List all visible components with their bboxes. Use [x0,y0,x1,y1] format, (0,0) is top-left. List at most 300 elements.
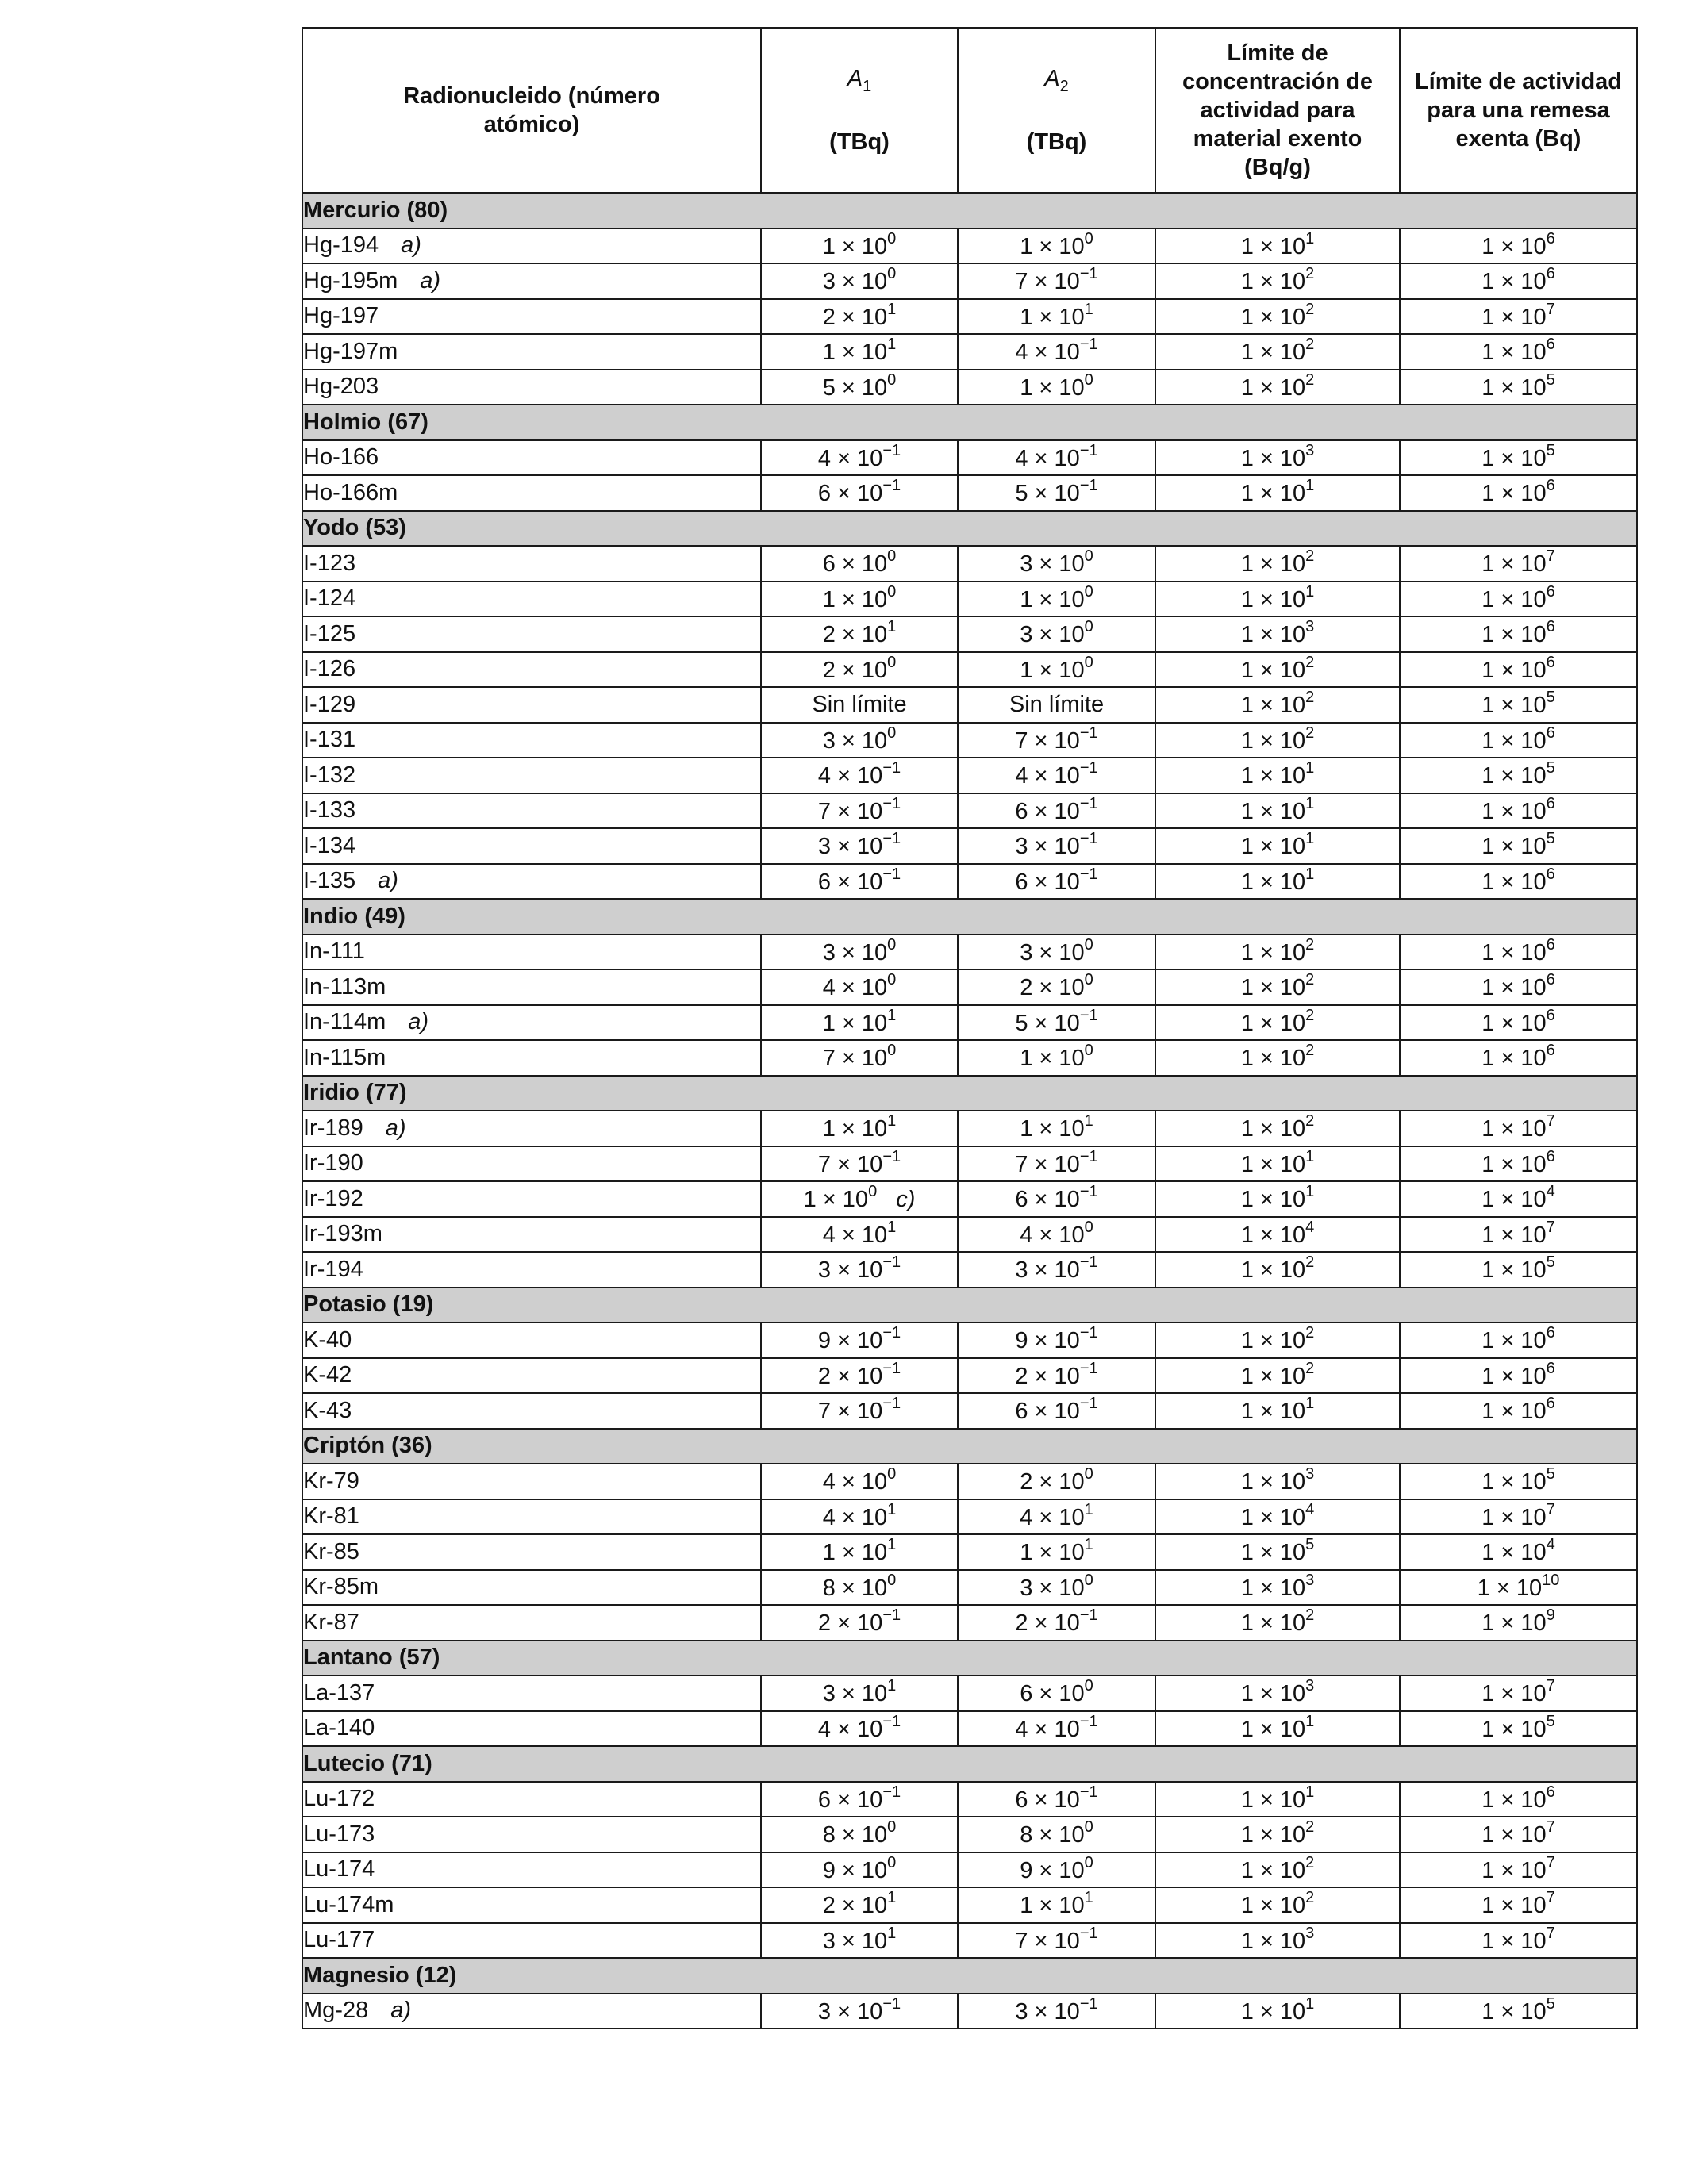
activity-limit-cell [1400,475,1637,511]
activity-limit-cell [1400,652,1637,688]
sci-value: $1 \times 10^2$ [1240,1042,1315,1072]
sci-value: $1 \times 10^1$ [822,1112,897,1142]
sci-value: $9 \times 10^{-1}$ [817,1324,901,1354]
sci-value: $1 \times 10^2$ [1240,1606,1315,1637]
nuclide-name: I-131 [303,727,356,753]
sci-value: $1 \times 10^1$ [1240,1395,1315,1425]
footnote-marker: a) [378,868,398,894]
activity-limit-cell [1400,935,1637,970]
table-row [302,1358,1637,1394]
exponent: −1 [1079,794,1098,812]
sci-value: $7 \times 10^{-1}$ [817,1395,901,1425]
nuclide-cell [302,969,761,1005]
sci-value: $6 \times 10^0$ [822,547,897,578]
nuclide-cell [302,475,761,511]
exponent: 1 [887,1924,897,1942]
a2-value-cell [958,1923,1155,1959]
sci-value: $4 \times 10^0$ [822,971,897,1001]
element-group-label: Iridio (77) [302,1076,1637,1111]
nuclide-cell [302,1852,761,1888]
exponent: 3 [1305,1571,1315,1589]
header-a2-unit: (TBq) [1026,129,1087,155]
concentration-limit-cell [1155,793,1400,829]
table-row [302,1923,1637,1959]
exponent: −1 [882,1359,901,1377]
element-group-row [302,1076,1637,1111]
exponent: 4 [1546,1183,1555,1201]
sci-value: $2 \times 10^1$ [822,618,897,648]
sci-value: $6 \times 10^{-1}$ [1015,794,1098,824]
nuclide-cell [302,1923,761,1959]
nuclide-cell [302,1181,761,1217]
activity-limit-cell [1400,1923,1637,1959]
a2-value-cell [958,1111,1155,1146]
sci-value: Sin límite [812,691,907,717]
concentration-limit-cell [1155,1252,1400,1288]
exponent: 0 [1084,370,1093,389]
nuclide-cell [302,1570,761,1606]
table-row [302,1499,1637,1535]
table-row [302,969,1637,1005]
footnote-marker: a) [420,267,441,294]
sci-value: $1 \times 10^1$ [1020,1112,1093,1142]
table-row [302,582,1637,617]
concentration-limit-cell [1155,228,1400,264]
nuclide-name: In-111 [303,938,365,965]
nuclide-name: Kr-85 [303,1538,359,1564]
exponent: −1 [882,1994,901,2013]
exponent: −1 [882,1147,901,1165]
exponent: −1 [882,477,901,495]
sci-value: $3 \times 10^0$ [822,724,897,754]
sci-value: $1 \times 10^4$ [1481,1183,1555,1213]
element-group-label: Indio (49) [302,899,1637,935]
exponent: 1 [1305,1147,1315,1165]
table-row [302,475,1637,511]
exponent: 0 [1084,582,1093,601]
concentration-limit-cell [1155,1181,1400,1217]
exponent: 6 [1546,935,1555,954]
exponent: 5 [1546,441,1555,459]
exponent: −1 [1079,1359,1098,1377]
sci-value: $2 \times 10^{-1}$ [1015,1359,1098,1389]
sci-value: $1 \times 10^2$ [1240,1359,1315,1389]
exponent: −1 [1079,865,1098,883]
sci-value: $3 \times 10^0$ [822,265,897,295]
element-group-row [302,1641,1637,1676]
nuclide-cell [302,1217,761,1253]
sci-value: $6 \times 10^{-1}$ [817,865,901,895]
element-group-label: Mercurio (80) [302,193,1637,228]
a2-value-cell [958,723,1155,758]
a1-value-cell [761,1358,958,1394]
exponent: 2 [1305,1112,1315,1130]
nuclide-cell [302,1005,761,1041]
exponent: −1 [1079,1712,1098,1730]
sci-value: $1 \times 10^6$ [1481,265,1555,295]
sci-value: $1 \times 10^2$ [1240,1889,1315,1919]
activity-limit-cell [1400,370,1637,405]
nuclide-cell [302,1322,761,1358]
concentration-limit-cell [1155,616,1400,652]
activity-limit-cell [1400,1322,1637,1358]
nuclide-name: In-114m [303,1009,386,1035]
exponent: 1 [1084,1536,1093,1554]
sci-value: $1 \times 10^7$ [1481,1218,1555,1248]
sci-value: $1 \times 10^1$ [1240,865,1315,895]
concentration-limit-cell [1155,440,1400,476]
exponent: 1 [887,1006,897,1024]
exponent: 0 [887,653,897,671]
table-row [302,263,1637,299]
exponent: 6 [1546,1042,1555,1060]
sci-value: $3 \times 10^1$ [822,1677,897,1707]
nuclide-name: Ho-166 [303,444,379,470]
sci-value: $7 \times 10^{-1}$ [1015,1924,1098,1954]
table-row [302,1605,1637,1641]
concentration-limit-cell [1155,758,1400,793]
sci-value: $1 \times 10^4$ [1240,1500,1315,1530]
nuclide-cell [302,370,761,405]
exponent: 3 [1305,1465,1315,1484]
nuclide-name: Ir-189 [303,1115,363,1141]
a2-value-cell [958,546,1155,582]
exponent: 0 [1084,1465,1093,1484]
concentration-limit-cell [1155,1499,1400,1535]
sci-value: $1 \times 10^3$ [1240,618,1315,648]
table-row [302,370,1637,405]
sci-value: $3 \times 10^0$ [822,935,897,965]
nuclide-cell [302,582,761,617]
nuclide-name: I-123 [303,550,356,576]
sci-value: $3 \times 10^0$ [1020,547,1093,578]
exponent: 1 [1305,759,1315,777]
exponent: 6 [1546,1783,1555,1801]
concentration-limit-cell [1155,1605,1400,1641]
exponent: 1 [1084,1889,1093,1907]
sci-value: $1 \times 10^1$ [822,1536,897,1566]
sci-value: $2 \times 10^1$ [822,1889,897,1919]
concentration-limit-cell [1155,687,1400,723]
a2-value-cell [958,1464,1155,1499]
a1-value-cell [761,1217,958,1253]
exponent: 1 [1305,477,1315,495]
a2-value-cell [958,228,1155,264]
sci-value: $1 \times 10^2$ [1240,1112,1315,1142]
sci-value: $1 \times 10^1$ [1020,1889,1093,1919]
concentration-limit-cell [1155,1570,1400,1606]
table-header-row [302,28,1637,193]
sci-value: $2 \times 10^0$ [822,653,897,683]
exponent: 0 [887,370,897,389]
sci-value: $1 \times 10^1$ [1240,1147,1315,1177]
nuclide-cell [302,228,761,264]
activity-limit-cell [1400,828,1637,864]
exponent: 0 [1084,1042,1093,1060]
sci-value: $3 \times 10^{-1}$ [817,830,901,860]
exponent: 6 [1546,265,1555,283]
a1-value-cell [761,263,958,299]
nuclide-name: Lu-174 [303,1856,375,1883]
exponent: 7 [1546,1924,1555,1942]
a2-value-cell [958,1393,1155,1429]
sci-value: $1 \times 10^6$ [1481,935,1555,965]
exponent: 1 [1305,582,1315,601]
exponent: 9 [1546,1606,1555,1625]
a2-value-cell [958,1534,1155,1570]
sci-value: $1 \times 10^6$ [1481,336,1555,366]
a1-value-cell [761,1782,958,1817]
nuclide-name: In-113m [303,973,386,1000]
a1-value-cell [761,228,958,264]
activity-limit-cell [1400,758,1637,793]
concentration-limit-cell [1155,1534,1400,1570]
concentration-limit-cell [1155,299,1400,335]
sci-value: $1 \times 10^6$ [1481,794,1555,824]
sci-value: $9 \times 10^0$ [822,1853,897,1883]
nuclide-cell [302,299,761,335]
sci-value: $4 \times 10^{-1}$ [1015,336,1098,366]
nuclide-name: Hg-203 [303,374,379,400]
concentration-limit-cell [1155,1322,1400,1358]
exponent: 6 [1546,1359,1555,1377]
sci-value: $1 \times 10^1$ [822,336,897,366]
nuclide-name: Ir-193m [303,1221,382,1247]
a2-value-cell [958,1005,1155,1041]
sci-value: $1 \times 10^5$ [1481,830,1555,860]
a1-value-cell [761,334,958,370]
nuclide-cell [302,828,761,864]
exponent: 2 [1305,935,1315,954]
exponent: 2 [1305,971,1315,989]
element-group-row [302,1429,1637,1464]
exponent: 1 [887,1889,897,1907]
sci-value: $1 \times 10^0$ [1020,229,1093,259]
table-row [302,1040,1637,1076]
nuclide-cell [302,616,761,652]
nuclide-cell [302,1887,761,1923]
sci-value: $1 \times 10^1$ [1020,1536,1093,1566]
exponent: 7 [1546,1853,1555,1871]
header-radionuclide: Radionucleido (número atómico) [302,28,761,193]
exponent: 4 [1546,1536,1555,1554]
exponent: −1 [1079,1253,1098,1272]
exponent: 6 [1546,582,1555,601]
header-a1-unit: (TBq) [829,129,890,155]
table-row [302,864,1637,900]
table-row [302,935,1637,970]
concentration-limit-cell [1155,1852,1400,1888]
activity-limit-cell [1400,1252,1637,1288]
sci-value: $1 \times 10^2$ [1240,1818,1315,1848]
a2-value-cell [958,1887,1155,1923]
nuclide-name: La-140 [303,1715,375,1741]
exponent: −1 [1079,265,1098,283]
sci-value: $1 \times 10^1$ [1240,794,1315,824]
exponent: 1 [887,1677,897,1695]
table-row [302,1994,1637,2029]
sci-value: $9 \times 10^0$ [1020,1853,1093,1883]
exponent: 1 [887,300,897,318]
activity-limit-cell [1400,969,1637,1005]
sci-value: $3 \times 10^0$ [1020,935,1093,965]
sci-value: $1 \times 10^3$ [1240,1571,1315,1601]
sci-value: $2 \times 10^0$ [1020,971,1093,1001]
table-row [302,1393,1637,1429]
sci-value: $8 \times 10^0$ [1020,1818,1093,1848]
a1-value-cell [761,864,958,900]
exponent: −1 [1079,477,1098,495]
exponent: 2 [1305,653,1315,671]
sci-value: $1 \times 10^2$ [1240,1853,1315,1883]
sci-value: $3 \times 10^0$ [1020,618,1093,648]
a1-value-cell [761,1923,958,1959]
nuclide-cell [302,546,761,582]
footnote-marker: a) [390,1998,411,2024]
exponent: 1 [887,618,897,636]
a2-value-cell [958,687,1155,723]
exponent: 6 [1546,1395,1555,1413]
activity-limit-cell [1400,1782,1637,1817]
sci-value: $1 \times 10^5$ [1240,1536,1315,1566]
exponent: 2 [1305,336,1315,354]
exponent: 1 [1305,1183,1315,1201]
exponent: −1 [1079,1006,1098,1024]
footnote-marker: a) [408,1009,429,1035]
exponent: 1 [887,1500,897,1518]
table-row [302,1817,1637,1852]
sci-value: $1 \times 10^1$ [1240,229,1315,259]
table-row [302,687,1637,723]
table-row [302,723,1637,758]
nuclide-name: Hg-197 [303,303,379,329]
concentration-limit-cell [1155,1817,1400,1852]
nuclide-cell [302,935,761,970]
sci-value: $1 \times 10^2$ [1240,265,1315,295]
exponent: 0 [887,724,897,742]
exponent: −1 [1079,1783,1098,1801]
exponent: 7 [1546,1218,1555,1236]
element-group-label: Potasio (19) [302,1288,1637,1323]
a1-value-cell [761,1605,958,1641]
activity-limit-cell [1400,1675,1637,1711]
table-row [302,1782,1637,1817]
table-row [302,1146,1637,1182]
activity-limit-cell [1400,1111,1637,1146]
exponent: −1 [1079,1994,1098,2013]
a2-value-cell [958,1181,1155,1217]
sci-value: $1 \times 10^6$ [1481,971,1555,1001]
exponent: 0 [887,1042,897,1060]
sci-value: $4 \times 10^1$ [822,1500,897,1530]
exponent: 2 [1305,1359,1315,1377]
sci-value: $1 \times 10^2$ [1240,724,1315,754]
activity-limit-cell [1400,546,1637,582]
sci-value: $3 \times 10^{-1}$ [1015,830,1098,860]
exponent: 6 [1546,1324,1555,1342]
element-group-label: Holmio (67) [302,405,1637,440]
a1-value-cell [761,723,958,758]
exponent: 6 [1546,229,1555,248]
nuclide-name: Lu-177 [303,1927,375,1953]
table-row [302,228,1637,264]
a1-value-cell [761,687,958,723]
sci-value: $1 \times 10^2$ [1240,653,1315,683]
sci-value: $4 \times 10^{-1}$ [1015,1712,1098,1742]
activity-limit-cell [1400,1887,1637,1923]
a1-value-cell [761,1534,958,1570]
concentration-limit-cell [1155,1923,1400,1959]
sci-value: $1 \times 10^0$ [803,1183,878,1213]
sci-value: $4 \times 10^{-1}$ [817,441,901,471]
a2-value-cell [958,334,1155,370]
sci-value: $3 \times 10^{-1}$ [1015,1994,1098,2025]
sci-value: $1 \times 10^3$ [1240,1924,1315,1954]
a1-value-cell [761,1146,958,1182]
sci-value: $1 \times 10^5$ [1481,1994,1555,2025]
sci-value: $1 \times 10^5$ [1481,1465,1555,1495]
sci-value: $1 \times 10^0$ [822,229,897,259]
nuclide-cell [302,758,761,793]
table-row [302,1252,1637,1288]
sci-value: $1 \times 10^4$ [1240,1218,1315,1248]
activity-limit-cell [1400,864,1637,900]
concentration-limit-cell [1155,1217,1400,1253]
nuclide-name: Kr-81 [303,1503,359,1530]
sci-value: $5 \times 10^{-1}$ [1015,1006,1098,1036]
activity-limit-cell [1400,616,1637,652]
nuclide-cell [302,1817,761,1852]
exponent: −1 [1079,441,1098,459]
exponent: 4 [1305,1218,1315,1236]
activity-limit-cell [1400,582,1637,617]
nuclide-cell [302,1605,761,1641]
table-row [302,652,1637,688]
a1-value-cell [761,1852,958,1888]
sci-value: $1 \times 10^1$ [1240,582,1315,612]
concentration-limit-cell [1155,1464,1400,1499]
exponent: 2 [1305,1253,1315,1272]
sci-value: Sin límite [1009,691,1105,717]
sci-value: $1 \times 10^0$ [1020,653,1093,683]
a1-value-cell [761,758,958,793]
concentration-limit-cell [1155,1040,1400,1076]
sci-value: $2 \times 10^{-1}$ [817,1359,901,1389]
a2-value-cell [958,1146,1155,1182]
sci-value: $4 \times 10^0$ [822,1465,897,1495]
header-a1 [761,28,958,193]
a1-value-cell [761,370,958,405]
exponent: 5 [1546,1253,1555,1272]
exponent: 7 [1546,547,1555,566]
exponent: 5 [1305,1536,1315,1554]
sci-value: $1 \times 10^2$ [1240,1006,1315,1036]
header-a2-symbol: $A_2$ [1044,66,1069,95]
exponent: 3 [1305,618,1315,636]
sci-value: $1 \times 10^5$ [1481,1712,1555,1742]
table-row [302,1005,1637,1041]
sci-value: $6 \times 10^{-1}$ [1015,1783,1098,1813]
table-row [302,1570,1637,1606]
concentration-limit-cell [1155,864,1400,900]
sci-value: $1 \times 10^6$ [1481,1359,1555,1389]
nuclide-name: I-133 [303,797,356,823]
exponent: 0 [1084,971,1093,989]
sci-value: $1 \times 10^7$ [1481,1853,1555,1883]
sci-value: $3 \times 10^0$ [1020,1571,1093,1601]
table-row [302,1217,1637,1253]
sci-value: $1 \times 10^5$ [1481,370,1555,401]
